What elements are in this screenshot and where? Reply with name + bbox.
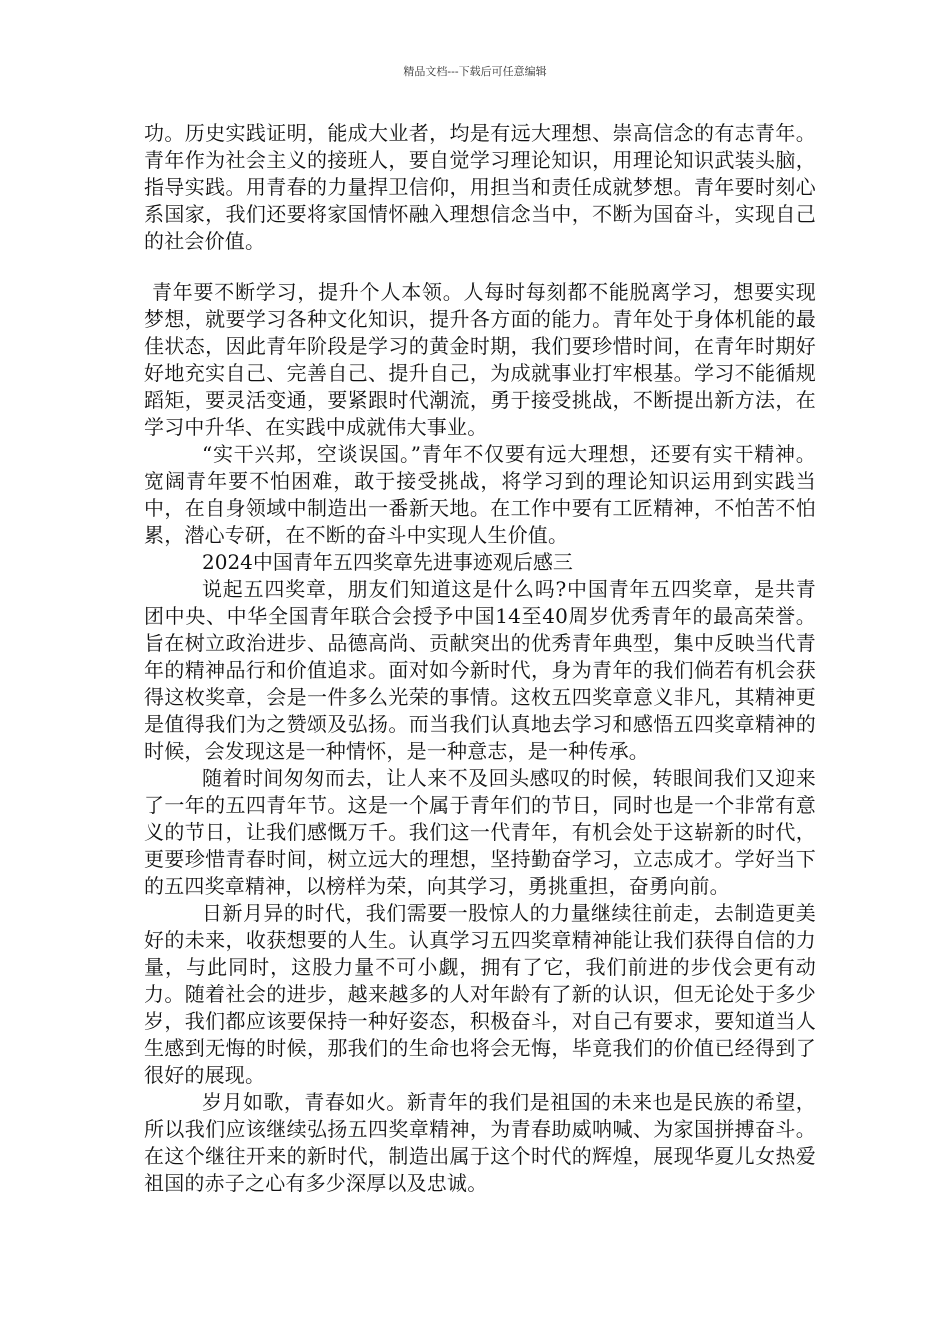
paragraph-conclusion: 岁月如歌，青春如火。新青年的我们是祖国的未来也是民族的希望，所以我们应该继续弘扬五四奖章精神，为青春助威呐喊、为家国拼搏奋斗。在这个继往开来的新时代，制造出属于这个时代的辉煌，展现华夏儿女热爱祖国的赤子之心有多少深厚以及忠诚。 [144,1090,816,1195]
section-heading: 2024中国青年五四奖章先进事迹观后感三 [202,550,573,574]
document-body [144,120,816,1197]
paragraph-medal-intro: 说起五四奖章，朋友们知道这是什么吗?中国青年五四奖章，是共青团中央、中华全国青年联合会授予中国14至40周岁优秀青年的最高荣誉。旨在树立政治进步、品德高尚、贡献突出的优秀青年典型，集中反映当代青年的精神品行和价值追求。面对如今新时代，身为青年的我们倘若有机会获得这枚奖章，会是一件多么光荣的事情。这枚五四奖章意义非凡，其精神更是值得我们为之赞颂及弘扬。而当我们认真地去学习和感悟五四奖章精神的时候，会发现这是一种情怀，是一种意志，是一种传承。 [144,577,816,763]
paragraph-new-era: 日新月异的时代，我们需要一股惊人的力量继续往前走，去制造更美好的未来，收获想要的人生。认真学习五四奖章精神能让我们获得自信的力量，与此同时，这股力量不可小觑，拥有了它，我们前进的步伐会更有动力。随着社会的进步，越来越多的人对年龄有了新的认识，但无论处于多少岁，我们都应该要保持一种好姿态，积极奋斗，对自己有要求，要知道当人生感到无悔的时候，那我们的生命也将会无悔，毕竟我们的价值已经得到了很好的展现。 [144,901,816,1087]
paragraph-youth-day: 随着时间匆匆而去，让人来不及回头感叹的时候，转眼间我们又迎来了一年的五四青年节。这是一个属于青年们的节日，同时也是一个非常有意义的节日，让我们感慨万千。我们这一代青年，有机会处于这崭新的时代，更要珍惜青春时间，树立远大的理想，坚持勤奋学习，立志成才。学好当下的五四奖章精神，以榜样为荣，向其学习，勇挑重担，奋勇向前。 [144,766,816,898]
paragraph-continuation: 功。历史实践证明，能成大业者，均是有远大理想、崇高信念的有志青年。青年作为社会主义的接班人，要自觉学习理论知识，用理论知识武装头脑，指导实践。用青春的力量捍卫信仰，用担当和责任成就梦想。青年要时刻心系国家，我们还要将家国情怀融入理想信念当中，不断为国奋斗，实现自己的社会价值。 [144,121,816,253]
paragraph-learning: 青年要不断学习，提升个人本领。人每时每刻都不能脱离学习，想要实现梦想，就要学习各种文化知识，提升各方面的能力。青年处于身体机能的最佳状态，因此青年阶段是学习的黄金时期，我们要珍惜时间，在青年时期好好地充实自己、完善自己、提升自己，为成就事业打牢根基。学习不能循规蹈矩，要灵活变通，要紧跟时代潮流，勇于接受挑战，不断提出新方法，在学习中升华、在实践中成就伟大事业。 [144,280,816,439]
paragraph-practice: “实干兴邦，空谈误国。”青年不仅要有远大理想，还要有实干精神。宽阔青年要不怕困难，敢于接受挑战，将学习到的理论知识运用到实践当中，在自身领域中制造出一番新天地。在工作中要有工匠精神，不怕苦不怕累，潜心专研，在不断的奋斗中实现人生价值。 [144,442,816,547]
page-header: 精品文档---下载后可任意编辑 [403,65,547,78]
